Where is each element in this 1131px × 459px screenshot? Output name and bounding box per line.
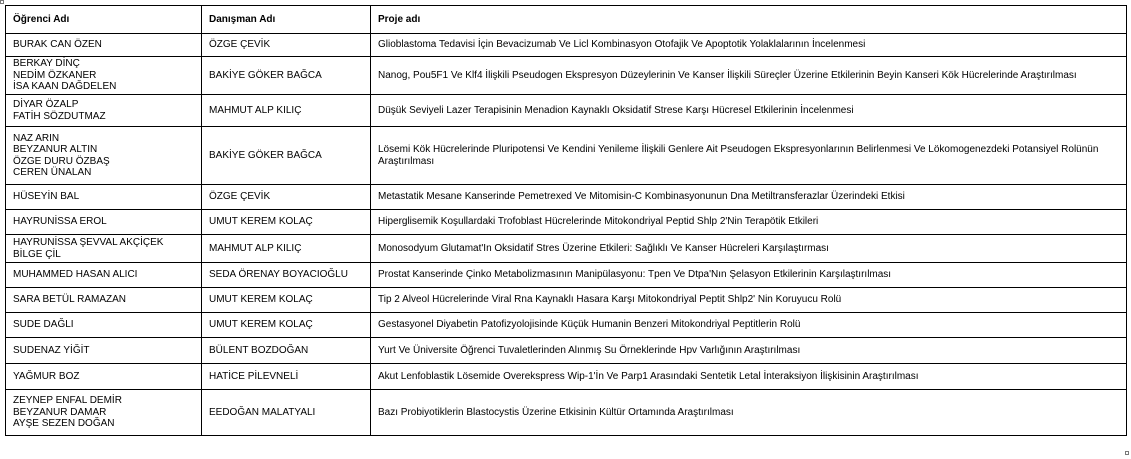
header-advisor: Danışman Adı xyxy=(202,6,371,34)
table-row xyxy=(6,338,1127,364)
advisor-cell: EEDOĞAN MALATYALI xyxy=(202,390,371,436)
table-row xyxy=(6,364,1127,390)
project-cell: Yurt Ve Üniversite Öğrenci Tuvaletlerinden Alınmış Su Örneklerinde Hpv Varlığının Araştırılması xyxy=(371,338,1127,364)
student-cell xyxy=(6,263,202,288)
table-row xyxy=(6,313,1127,338)
student-name: FATİH SÖZDUTMAZ xyxy=(13,110,106,122)
student-name: İSA KAAN DAĞDELEN xyxy=(13,81,117,93)
student-name: HAYRUNİSSA EROL xyxy=(13,216,107,228)
student-name: AYŞE SEZEN DOĞAN xyxy=(13,418,115,430)
student-name: MUHAMMED HASAN ALICI xyxy=(13,269,138,281)
student-name: BURAK CAN ÖZEN xyxy=(13,39,102,51)
advisor-cell: HATİCE PİLEVNELİ xyxy=(202,364,371,390)
student-cell xyxy=(6,127,202,185)
student-name: NEDİM ÖZKANER xyxy=(13,69,97,81)
table-row xyxy=(6,235,1127,263)
project-cell: Gestasyonel Diyabetin Patofizyolojisinde Küçük Humanin Benzeri Mitokondriyal Peptitlerin Rolü xyxy=(371,313,1127,338)
student-name: SUDENAZ YİĞİT xyxy=(13,344,90,356)
advisor-cell: UMUT KEREM KOLAÇ xyxy=(202,288,371,313)
advisor-cell: ÖZGE ÇEVİK xyxy=(202,185,371,210)
student-name: HÜSEYİN BAL xyxy=(13,191,80,203)
project-cell: Monosodyum Glutamat'In Oksidatif Stres Üzerine Etkileri: Sağlıklı Ve Kanser Hücreleri Karşılaştırması xyxy=(371,235,1127,263)
advisor-cell: UMUT KEREM KOLAÇ xyxy=(202,313,371,338)
student-cell xyxy=(6,390,202,436)
student-name: ÖZGE DURU ÖZBAŞ xyxy=(13,155,110,167)
advisor-cell: ÖZGE ÇEVİK xyxy=(202,34,371,57)
project-cell: Nanog, Pou5F1 Ve Klf4 İlişkili Pseudogen Ekspresyon Düzeylerinin Ve Kanser İlişkili Süreçler Üzerine Etkilerinin Beyin Kanseri Kök Hücrelerinde Araştırılması xyxy=(371,57,1127,95)
student-name: BERKAY DİNÇ xyxy=(13,58,80,70)
header-row xyxy=(6,6,1127,34)
table-row xyxy=(6,57,1127,95)
student-name: DİYAR ÖZALP xyxy=(13,99,79,110)
advisor-cell: UMUT KEREM KOLAÇ xyxy=(202,210,371,235)
student-cell xyxy=(6,185,202,210)
student-name: HAYRUNİSSA ŞEVVAL AKÇİÇEK xyxy=(13,237,164,248)
project-cell: Prostat Kanserinde Çinko Metabolizmasının Manipülasyonu: Tpen Ve Dtpa'Nın Şelasyon Etkilerinin Karşılaştırılması xyxy=(371,263,1127,288)
project-cell: Düşük Seviyeli Lazer Terapisinin Menadion Kaynaklı Oksidatif Strese Karşı Hücresel Etkilerinin İncelenmesi xyxy=(371,95,1127,127)
table-row xyxy=(6,210,1127,235)
student-name: SARA BETÜL RAMAZAN xyxy=(13,294,126,306)
table-row xyxy=(6,390,1127,436)
advisor-cell: MAHMUT ALP KILIÇ xyxy=(202,235,371,263)
student-cell xyxy=(6,288,202,313)
header-project: Proje adı xyxy=(371,6,1127,34)
advisor-cell: SEDA ÖRENAY BOYACIOĞLU xyxy=(202,263,371,288)
project-cell: Lösemi Kök Hücrelerinde Pluripotensi Ve Kendini Yenileme İlişkili Genlere Ait Pseudogen Ekspresyonlarının Belirlenmesi Ve Lökomogenezdeki Potansiyel Rolünün Araştırılması xyxy=(371,127,1127,185)
advisor-cell: MAHMUT ALP KILIÇ xyxy=(202,95,371,127)
table-row xyxy=(6,185,1127,210)
student-name: BEYZANUR DAMAR xyxy=(13,406,107,418)
table-row xyxy=(6,127,1127,185)
student-cell xyxy=(6,338,202,364)
project-cell: Akut Lenfoblastik Lösemide Overekspress Wip-1'İn Ve Parp1 Arasındaki Sentetik Letal İnteraksiyon İlişkisinin Araştırılması xyxy=(371,364,1127,390)
table-row xyxy=(6,263,1127,288)
project-cell: Bazı Probiyotiklerin Blastocystis Üzerine Etkisinin Kültür Ortamında Araştırılması xyxy=(371,390,1127,436)
header-student: Öğrenci Adı xyxy=(6,6,202,34)
table-resize-handle[interactable] xyxy=(1125,451,1129,455)
student-cell xyxy=(6,313,202,338)
student-cell xyxy=(6,34,202,57)
project-table xyxy=(5,5,1127,436)
project-cell: Metastatik Mesane Kanserinde Pemetrexed Ve Mitomisin-C Kombinasyonunun Dna Metiltransferazlar Üzerindeki Etkisi xyxy=(371,185,1127,210)
project-cell: Tip 2 Alveol Hücrelerinde Viral Rna Kaynaklı Hasara Karşı Mitokondriyal Peptit Shlp2' Nin Koruyucu Rolü xyxy=(371,288,1127,313)
project-cell: Glioblastoma Tedavisi İçin Bevacizumab Ve Licl Kombinasyon Otofajik Ve Apoptotik Yolaklalarının İncelenmesi xyxy=(371,34,1127,57)
student-cell xyxy=(6,235,202,263)
student-name: YAĞMUR BOZ xyxy=(13,370,80,382)
student-name: CEREN ÜNALAN xyxy=(13,167,92,178)
student-name: BEYZANUR ALTIN xyxy=(13,144,98,155)
student-name: NAZ ARIN xyxy=(13,132,60,144)
advisor-cell: BAKİYE GÖKER BAĞCA xyxy=(202,127,371,185)
table-row xyxy=(6,95,1127,127)
advisor-cell: BÜLENT BOZDOĞAN xyxy=(202,338,371,364)
student-cell xyxy=(6,95,202,127)
project-cell: Hiperglisemik Koşullardaki Trofoblast Hücrelerinde Mitokondriyal Peptid Shlp 2'Nin Terapötik Etkileri xyxy=(371,210,1127,235)
student-name: ZEYNEP ENFAL DEMİR xyxy=(13,395,122,407)
advisor-cell: BAKİYE GÖKER BAĞCA xyxy=(202,57,371,95)
student-name: BİLGE ÇİL xyxy=(13,248,61,260)
student-cell xyxy=(6,57,202,95)
table-row xyxy=(6,288,1127,313)
table-move-handle[interactable] xyxy=(0,0,4,4)
student-cell xyxy=(6,210,202,235)
table-row xyxy=(6,34,1127,57)
student-name: SUDE DAĞLI xyxy=(13,319,74,331)
student-cell xyxy=(6,364,202,390)
